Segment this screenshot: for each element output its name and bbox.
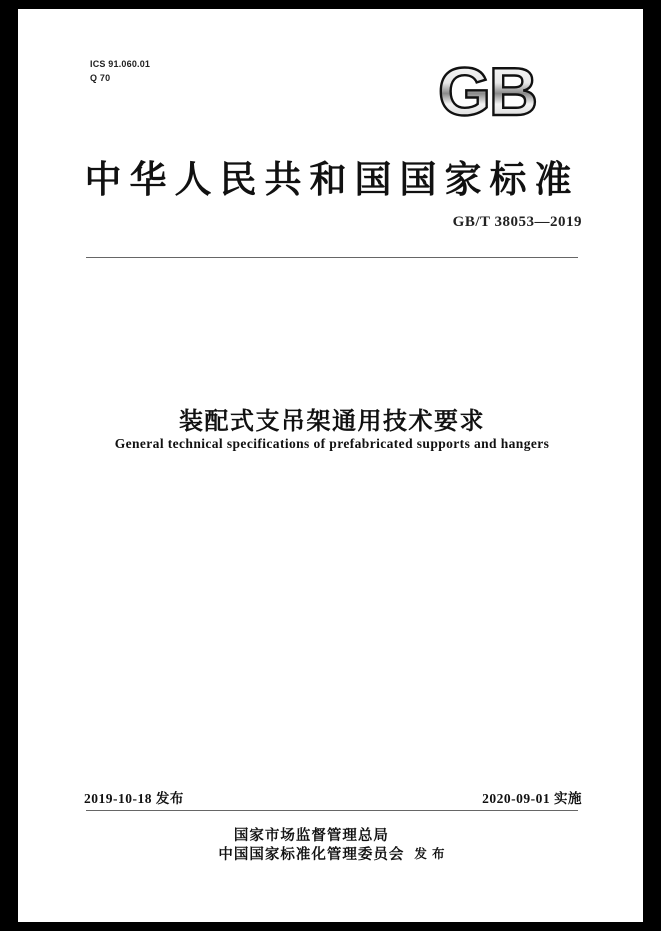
document-title-english: General technical specifications of prefabricated supports and hangers <box>114 436 550 451</box>
issuer-publish-label: 发 布 <box>414 847 446 861</box>
document-page <box>18 9 643 922</box>
gb-emblem-logo <box>422 55 552 127</box>
ics-code: ICS 91.060.01 <box>90 59 151 69</box>
issue-date: 2019-10-18 发布 <box>84 791 184 806</box>
document-title-chinese: 装配式支吊架通用技术要求 <box>179 409 485 435</box>
national-standard-header: 中华人民共和国国家标准 <box>84 160 580 201</box>
classification-code: Q 70 <box>90 73 111 83</box>
footer-divider <box>86 810 578 811</box>
issuer-names <box>218 827 404 865</box>
issuer-line-2: 中国国家标准化管理委员会 <box>218 847 405 863</box>
implementation-date: 2020-09-01 实施 <box>482 791 582 806</box>
svg-text:GB: GB <box>438 55 536 127</box>
issuer-line-1: 国家市场监督管理总局 <box>233 828 389 844</box>
page-content <box>72 9 592 922</box>
header-divider <box>86 257 578 258</box>
standard-number: GB/T 38053—2019 <box>452 214 582 230</box>
ics-block <box>90 57 150 85</box>
issuer-block <box>72 827 592 865</box>
